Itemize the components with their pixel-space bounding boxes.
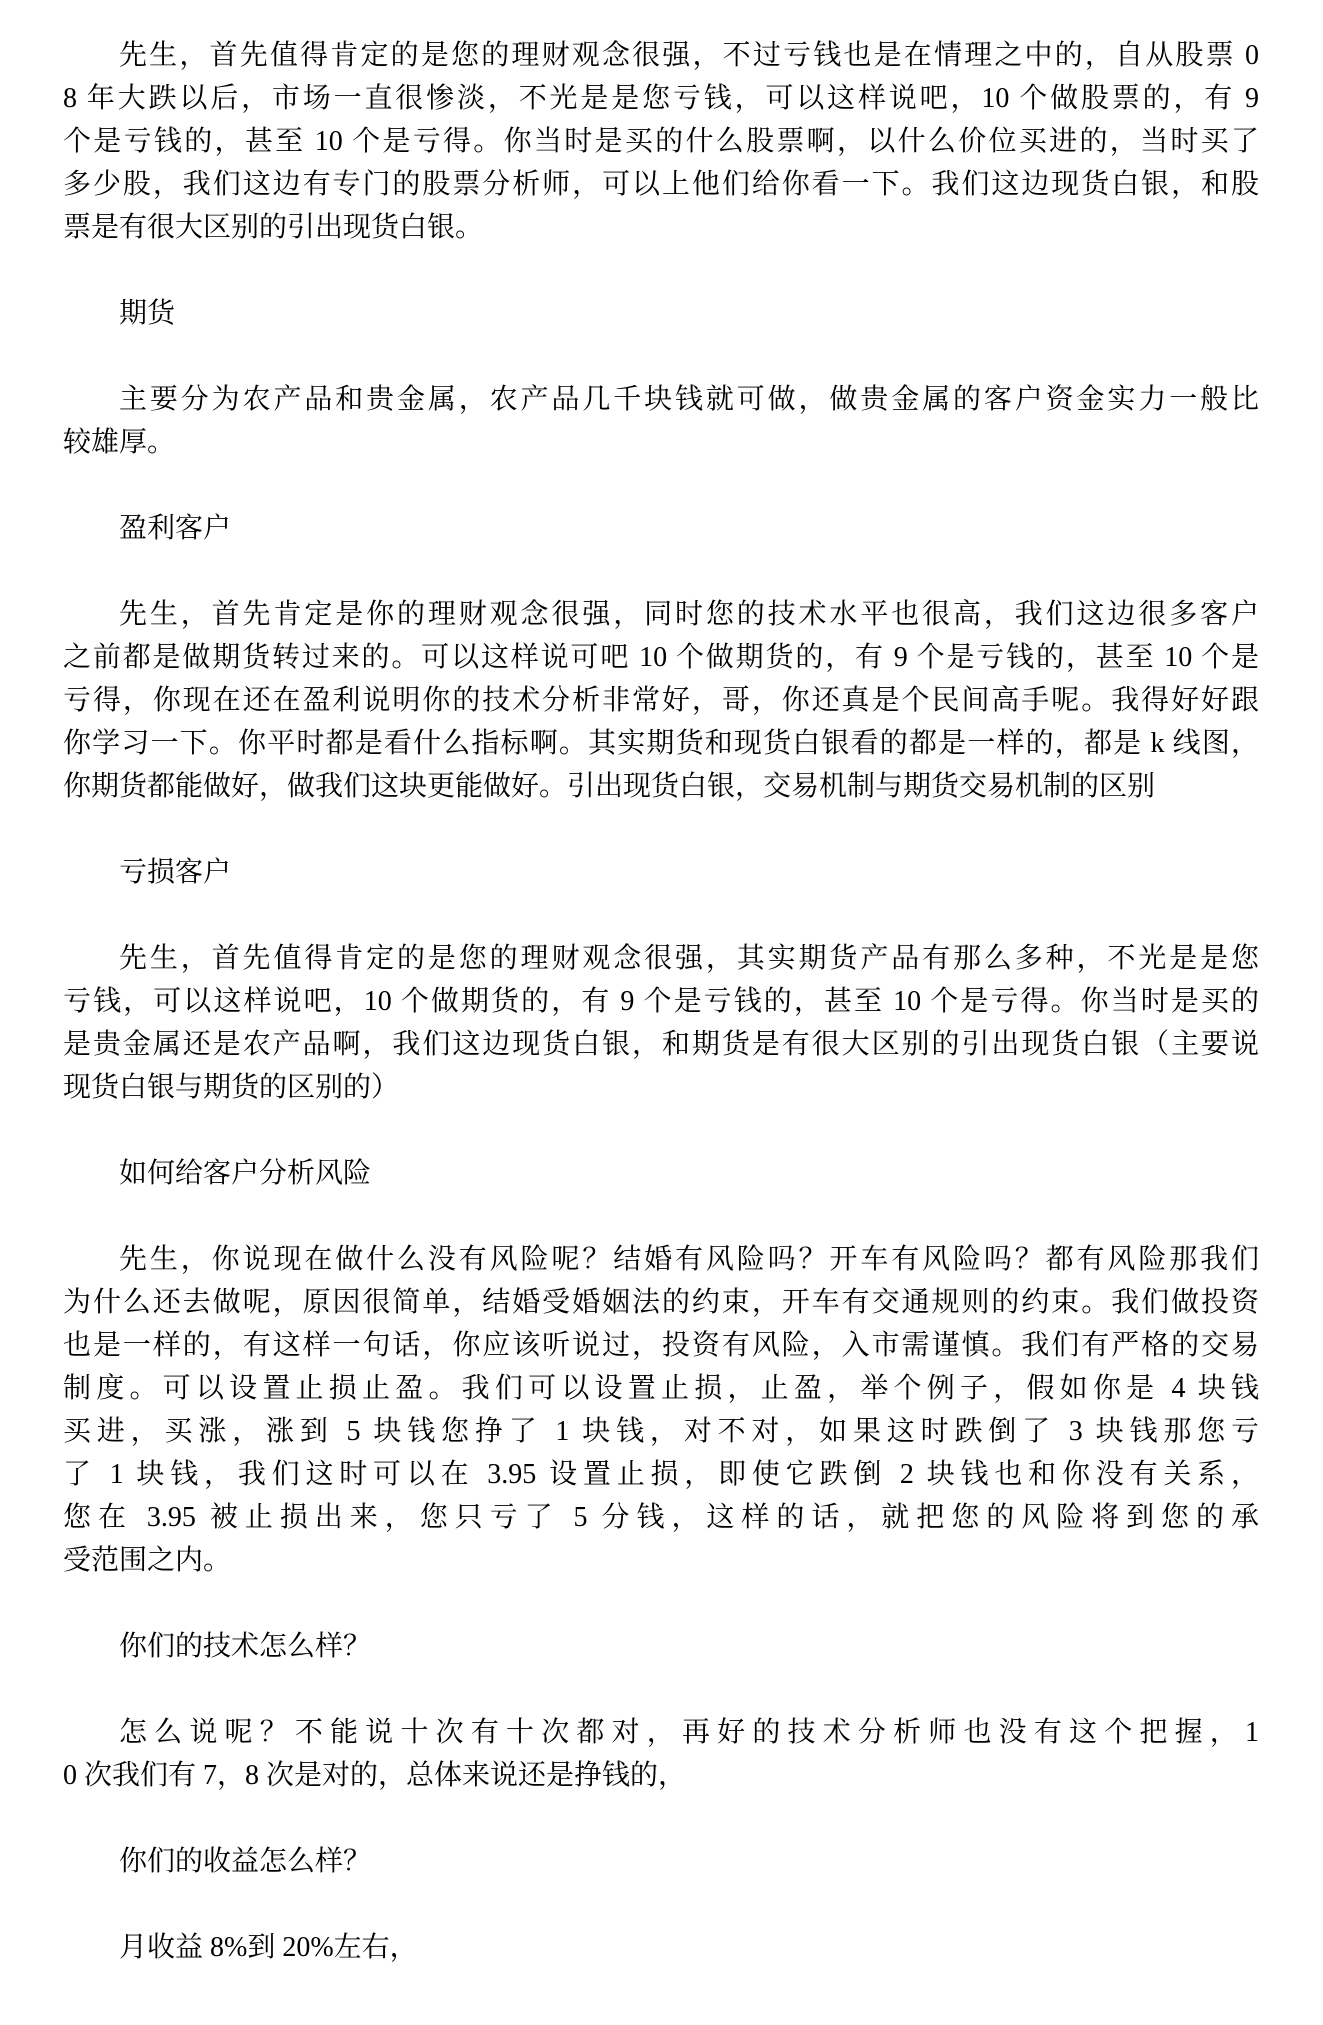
blank-line [63,249,1259,292]
text-line: 你们的收益怎么样？ [119,1846,372,1877]
text-line: 之前都是做期货转过来的。可以这样说可吧 10 个做期货的，有 9 个是亏钱的，甚至 10 个是 [63,642,1259,673]
blank-line [63,894,1259,937]
text-line: 您在 3.95 被止损出来，您只亏了 5 分钱，这样的话，就把您的风险将到您的承 [63,1502,1259,1533]
text-line: 8 年大跌以后，市场一直很惨淡，不光是是您亏钱，可以这样说吧，10 个做股票的，有 9 [63,83,1259,114]
paragraph [63,34,1259,249]
text-line: 个是亏钱的，甚至 10 个是亏得。你当时是买的什么股票啊，以什么价位买进的，当时买了 [63,126,1259,157]
blank-line [63,1797,1259,1840]
text-line: 期货 [119,298,176,329]
paragraph [63,1238,1259,1582]
text-line: 你学习一下。你平时都是看什么指标啊。其实期货和现货白银看的都是一样的，都是 k 线图， [63,728,1259,759]
text-line: 亏损客户 [119,857,232,888]
text-line: 先生，首先值得肯定的是您的理财观念很强，不过亏钱也是在情理之中的，自从股票 0 [119,40,1259,71]
paragraph [63,593,1259,808]
text-line: 是贵金属还是农产品啊，我们这边现货白银，和期货是有很大区别的引出现货白银（主要说 [63,1029,1259,1060]
text-line: 买进，买涨，涨到 5 块钱您挣了 1 块钱，对不对，如果这时跌倒了 3 块钱那您亏 [63,1416,1259,1447]
text-line: 受范围之内。 [63,1545,232,1576]
text-line: 制度。可以设置止损止盈。我们可以设置止损，止盈，举个例子，假如你是 4 块钱 [63,1373,1259,1404]
text-line: 主要分为农产品和贵金属，农产品几千块钱就可做，做贵金属的客户资金实力一般比 [119,384,1259,415]
text-line: 亏钱，可以这样说吧，10 个做期货的，有 9 个是亏钱的，甚至 10 个是亏得。你当时是买的 [63,986,1259,1017]
section-heading [63,851,1259,894]
section-heading [63,1152,1259,1195]
blank-line [63,1582,1259,1625]
text-line: 较雄厚。 [63,427,176,458]
blank-line [63,1109,1259,1152]
blank-line [63,1668,1259,1711]
text-line: 先生，你说现在做什么没有风险呢？结婚有风险吗？开车有风险吗？都有风险那我们 [119,1244,1259,1275]
section-heading [63,507,1259,550]
blank-line [63,808,1259,851]
paragraph [63,1711,1259,1797]
text-line: 先生，首先值得肯定的是您的理财观念很强，其实期货产品有那么多种，不光是是您 [119,943,1259,974]
blank-line [63,550,1259,593]
text-line: 为什么还去做呢，原因很简单，结婚受婚姻法的约束，开车有交通规则的约束。我们做投资 [63,1287,1259,1318]
paragraph [63,1926,1259,1969]
blank-line [63,1883,1259,1926]
text-line: 了 1 块钱，我们这时可以在 3.95 设置止损，即使它跌倒 2 块钱也和你没有关系， [63,1459,1259,1490]
text-line: 先生，首先肯定是你的理财观念很强，同时您的技术水平也很高，我们这边很多客户 [119,599,1259,630]
text-line: 也是一样的，有这样一句话，你应该听说过，投资有风险，入市需谨慎。我们有严格的交易 [63,1330,1259,1361]
paragraph [63,378,1259,464]
text-line: 月收益 8%到 20%左右， [119,1932,418,1963]
text-line: 亏得，你现在还在盈利说明你的技术分析非常好，哥，你还真是个民间高手呢。我得好好跟 [63,685,1259,716]
section-heading [63,292,1259,335]
text-line: 怎么说呢？不能说十次有十次都对，再好的技术分析师也没有这个把握，1 [119,1717,1259,1748]
text-line: 票是有很大区别的引出现货白银。 [63,212,484,243]
section-heading [63,1840,1259,1883]
blank-line [63,335,1259,378]
text-line: 如何给客户分析风险 [119,1158,372,1189]
blank-line [63,464,1259,507]
text-line: 你期货都能做好，做我们这块更能做好。引出现货白银，交易机制与期货交易机制的区别 [63,771,1156,802]
text-line: 盈利客户 [119,513,232,544]
paragraph [63,937,1259,1109]
blank-line [63,1195,1259,1238]
section-heading [63,1625,1259,1668]
text-line: 多少股，我们这边有专门的股票分析师，可以上他们给你看一下。我们这边现货白银，和股 [63,169,1259,200]
text-line: 现货白银与期货的区别的） [63,1072,400,1103]
document-content [63,34,1259,1969]
text-line: 你们的技术怎么样？ [119,1631,372,1662]
text-line: 0 次我们有 7，8 次是对的，总体来说还是挣钱的， [63,1760,687,1791]
